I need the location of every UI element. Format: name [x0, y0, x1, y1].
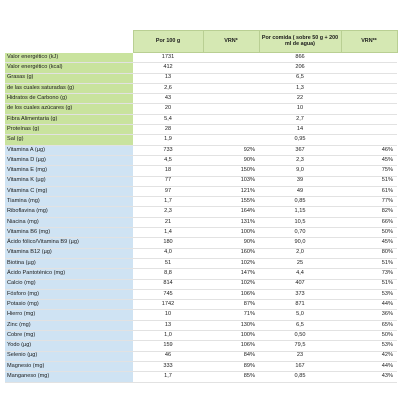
- row-label: Selenio (µg): [5, 351, 133, 361]
- row-label: Biotina (µg): [5, 258, 133, 268]
- value-vrn-2: 80%: [341, 248, 397, 258]
- value-vrn-1: 147%: [203, 269, 259, 279]
- value-vrn-1: 100%: [203, 331, 259, 341]
- value-vrn-1: 131%: [203, 217, 259, 227]
- value-per-serving: 0,85: [259, 197, 341, 207]
- value-per-100g: 159: [133, 341, 203, 351]
- value-per-100g: 2,6: [133, 83, 203, 93]
- nutrition-table-container: [5, 30, 397, 383]
- value-per-serving: 167: [259, 361, 341, 371]
- row-label: Vitamina D (µg): [5, 155, 133, 165]
- value-per-100g: 51: [133, 258, 203, 268]
- header-vrn-1: VRN*: [203, 31, 259, 53]
- value-vrn-2: 77%: [341, 197, 397, 207]
- row-label: Magnesio (mg): [5, 361, 133, 371]
- table-row: [5, 135, 397, 145]
- value-vrn-2: 44%: [341, 300, 397, 310]
- value-vrn-1: [203, 63, 259, 73]
- value-vrn-2: [341, 53, 397, 63]
- row-label: Calcio (mg): [5, 279, 133, 289]
- value-vrn-2: 45%: [341, 238, 397, 248]
- table-row: [5, 351, 397, 361]
- row-label: Proteínas (g): [5, 125, 133, 135]
- table-row: [5, 361, 397, 371]
- value-vrn-1: 103%: [203, 176, 259, 186]
- value-vrn-2: 45%: [341, 155, 397, 165]
- table-row: [5, 279, 397, 289]
- value-vrn-1: [203, 114, 259, 124]
- value-vrn-2: 75%: [341, 166, 397, 176]
- value-per-serving: 206: [259, 63, 341, 73]
- table-row: [5, 145, 397, 155]
- value-vrn-1: 121%: [203, 186, 259, 196]
- value-vrn-1: 92%: [203, 145, 259, 155]
- value-per-100g: 8,8: [133, 269, 203, 279]
- value-per-serving: 2,7: [259, 114, 341, 124]
- value-vrn-2: [341, 73, 397, 83]
- value-vrn-2: [341, 104, 397, 114]
- table-row: [5, 258, 397, 268]
- value-vrn-1: 71%: [203, 310, 259, 320]
- row-label: de los cuales azúcares (g): [5, 104, 133, 114]
- value-per-100g: 1,9: [133, 135, 203, 145]
- value-per-100g: 180: [133, 238, 203, 248]
- table-row: [5, 73, 397, 83]
- value-per-serving: 23: [259, 351, 341, 361]
- value-per-serving: 5,0: [259, 310, 341, 320]
- row-label: Cobre (mg): [5, 331, 133, 341]
- value-vrn-1: 106%: [203, 289, 259, 299]
- value-per-serving: 0,70: [259, 228, 341, 238]
- table-row: [5, 248, 397, 258]
- value-per-100g: 412: [133, 63, 203, 73]
- value-per-serving: 407: [259, 279, 341, 289]
- value-vrn-2: 82%: [341, 207, 397, 217]
- row-label: Ácido fólico/Vitamina B9 (µg): [5, 238, 133, 248]
- value-per-serving: 10,5: [259, 217, 341, 227]
- value-vrn-2: [341, 114, 397, 124]
- table-row: [5, 372, 397, 382]
- value-vrn-2: [341, 63, 397, 73]
- table-row: [5, 83, 397, 93]
- value-per-100g: 18: [133, 166, 203, 176]
- value-vrn-1: [203, 83, 259, 93]
- value-vrn-1: [203, 73, 259, 83]
- table-row: [5, 341, 397, 351]
- value-vrn-1: 160%: [203, 248, 259, 258]
- value-per-serving: 6,5: [259, 320, 341, 330]
- header-row: [5, 31, 397, 53]
- value-vrn-1: 84%: [203, 351, 259, 361]
- header-per-serving: Por comida ( sobre 50 g + 200 ml de agua): [259, 31, 341, 53]
- table-row: [5, 176, 397, 186]
- value-per-100g: 745: [133, 289, 203, 299]
- value-per-serving: 9,0: [259, 166, 341, 176]
- value-vrn-2: 46%: [341, 145, 397, 155]
- value-vrn-1: [203, 104, 259, 114]
- value-per-serving: 866: [259, 53, 341, 63]
- value-vrn-2: [341, 135, 397, 145]
- row-label: Valor energético (kJ): [5, 53, 133, 63]
- value-per-serving: 367: [259, 145, 341, 155]
- row-label: Yodo (µg): [5, 341, 133, 351]
- value-vrn-1: [203, 53, 259, 63]
- value-vrn-1: 155%: [203, 197, 259, 207]
- value-per-100g: 333: [133, 361, 203, 371]
- value-per-100g: 5,4: [133, 114, 203, 124]
- value-per-serving: 22: [259, 94, 341, 104]
- value-vrn-2: 42%: [341, 351, 397, 361]
- value-per-100g: 20: [133, 104, 203, 114]
- table-row: [5, 166, 397, 176]
- nutrition-table: [5, 30, 398, 383]
- value-per-serving: 0,85: [259, 372, 341, 382]
- value-vrn-1: 100%: [203, 228, 259, 238]
- value-per-serving: 49: [259, 186, 341, 196]
- row-label: Fibra Alimentaria (g): [5, 114, 133, 124]
- value-vrn-2: 50%: [341, 228, 397, 238]
- value-per-100g: 4,0: [133, 248, 203, 258]
- value-per-100g: 1,7: [133, 372, 203, 382]
- value-vrn-2: 43%: [341, 372, 397, 382]
- row-label: Fósforo (mg): [5, 289, 133, 299]
- value-per-serving: 14: [259, 125, 341, 135]
- value-vrn-1: 90%: [203, 155, 259, 165]
- row-label: Valor energético (kcal): [5, 63, 133, 73]
- nutrition-table-body: [5, 53, 397, 383]
- value-vrn-1: 102%: [203, 279, 259, 289]
- value-vrn-1: 106%: [203, 341, 259, 351]
- value-per-100g: 28: [133, 125, 203, 135]
- row-label: Vitamina B12 (µg): [5, 248, 133, 258]
- value-per-serving: 2,3: [259, 155, 341, 165]
- value-vrn-2: 51%: [341, 258, 397, 268]
- value-per-serving: 871: [259, 300, 341, 310]
- value-vrn-1: [203, 135, 259, 145]
- value-per-100g: 13: [133, 73, 203, 83]
- value-vrn-2: [341, 94, 397, 104]
- table-row: [5, 186, 397, 196]
- row-label: Hidratos de Carbono (g): [5, 94, 133, 104]
- value-per-serving: 4,4: [259, 269, 341, 279]
- value-vrn-2: 65%: [341, 320, 397, 330]
- row-label: Sal (g): [5, 135, 133, 145]
- row-label: Grasas (g): [5, 73, 133, 83]
- row-label: Ácido Pantoténico (mg): [5, 269, 133, 279]
- row-label: Vitamina E (mg): [5, 166, 133, 176]
- row-label: Hierro (mg): [5, 310, 133, 320]
- value-per-100g: 2,3: [133, 207, 203, 217]
- value-per-serving: 2,0: [259, 248, 341, 258]
- value-per-100g: 10: [133, 310, 203, 320]
- value-per-100g: 1731: [133, 53, 203, 63]
- value-vrn-2: 61%: [341, 186, 397, 196]
- table-row: [5, 53, 397, 63]
- table-row: [5, 320, 397, 330]
- value-vrn-1: 87%: [203, 300, 259, 310]
- table-row: [5, 104, 397, 114]
- value-per-serving: 25: [259, 258, 341, 268]
- table-row: [5, 207, 397, 217]
- value-per-serving: 1,15: [259, 207, 341, 217]
- value-per-100g: 21: [133, 217, 203, 227]
- value-per-serving: 79,5: [259, 341, 341, 351]
- value-vrn-2: [341, 83, 397, 93]
- value-per-100g: 1742: [133, 300, 203, 310]
- table-row: [5, 310, 397, 320]
- value-vrn-2: 51%: [341, 176, 397, 186]
- value-per-serving: 1,3: [259, 83, 341, 93]
- value-vrn-1: 90%: [203, 238, 259, 248]
- value-vrn-1: 150%: [203, 166, 259, 176]
- value-per-serving: 90,0: [259, 238, 341, 248]
- value-vrn-1: 89%: [203, 361, 259, 371]
- value-per-serving: 39: [259, 176, 341, 186]
- row-label: Riboflavina (mg): [5, 207, 133, 217]
- row-label: Potasio (mg): [5, 300, 133, 310]
- value-vrn-1: 130%: [203, 320, 259, 330]
- value-per-100g: 46: [133, 351, 203, 361]
- value-per-100g: 97: [133, 186, 203, 196]
- header-blank-cell: [5, 31, 133, 53]
- table-row: [5, 63, 397, 73]
- value-per-serving: 373: [259, 289, 341, 299]
- value-per-100g: 814: [133, 279, 203, 289]
- value-vrn-1: [203, 125, 259, 135]
- table-row: [5, 197, 397, 207]
- value-vrn-1: 85%: [203, 372, 259, 382]
- table-row: [5, 289, 397, 299]
- row-label: Vitamina K (µg): [5, 176, 133, 186]
- value-per-100g: 1,7: [133, 197, 203, 207]
- value-vrn-2: 51%: [341, 279, 397, 289]
- value-per-100g: 733: [133, 145, 203, 155]
- value-per-100g: 4,5: [133, 155, 203, 165]
- value-per-100g: 77: [133, 176, 203, 186]
- row-label: Vitamina A (µg): [5, 145, 133, 155]
- row-label: Zinc (mg): [5, 320, 133, 330]
- value-vrn-2: 53%: [341, 289, 397, 299]
- value-vrn-1: 164%: [203, 207, 259, 217]
- header-per-100g: Por 100 g: [133, 31, 203, 53]
- value-vrn-2: 73%: [341, 269, 397, 279]
- table-row: [5, 228, 397, 238]
- row-label: Manganeso (mg): [5, 372, 133, 382]
- table-row: [5, 300, 397, 310]
- table-row: [5, 125, 397, 135]
- value-per-100g: 13: [133, 320, 203, 330]
- table-row: [5, 94, 397, 104]
- header-vrn-2: VRN**: [341, 31, 397, 53]
- table-row: [5, 331, 397, 341]
- table-row: [5, 155, 397, 165]
- value-vrn-2: [341, 125, 397, 135]
- value-vrn-2: 66%: [341, 217, 397, 227]
- value-per-serving: 10: [259, 104, 341, 114]
- table-row: [5, 217, 397, 227]
- value-per-serving: 0,50: [259, 331, 341, 341]
- table-row: [5, 238, 397, 248]
- value-vrn-1: [203, 94, 259, 104]
- value-vrn-2: 44%: [341, 361, 397, 371]
- value-vrn-2: 36%: [341, 310, 397, 320]
- value-per-100g: 1,0: [133, 331, 203, 341]
- table-row: [5, 114, 397, 124]
- value-per-100g: 43: [133, 94, 203, 104]
- row-label: Vitamina B6 (mg): [5, 228, 133, 238]
- value-vrn-2: 50%: [341, 331, 397, 341]
- table-row: [5, 269, 397, 279]
- value-vrn-2: 53%: [341, 341, 397, 351]
- row-label: Niacina (mg): [5, 217, 133, 227]
- row-label: Tiamina (mg): [5, 197, 133, 207]
- row-label: de las cuales saturadas (g): [5, 83, 133, 93]
- value-per-serving: 6,5: [259, 73, 341, 83]
- value-vrn-1: 102%: [203, 258, 259, 268]
- value-per-serving: 0,95: [259, 135, 341, 145]
- value-per-100g: 1,4: [133, 228, 203, 238]
- row-label: Vitamina C (mg): [5, 186, 133, 196]
